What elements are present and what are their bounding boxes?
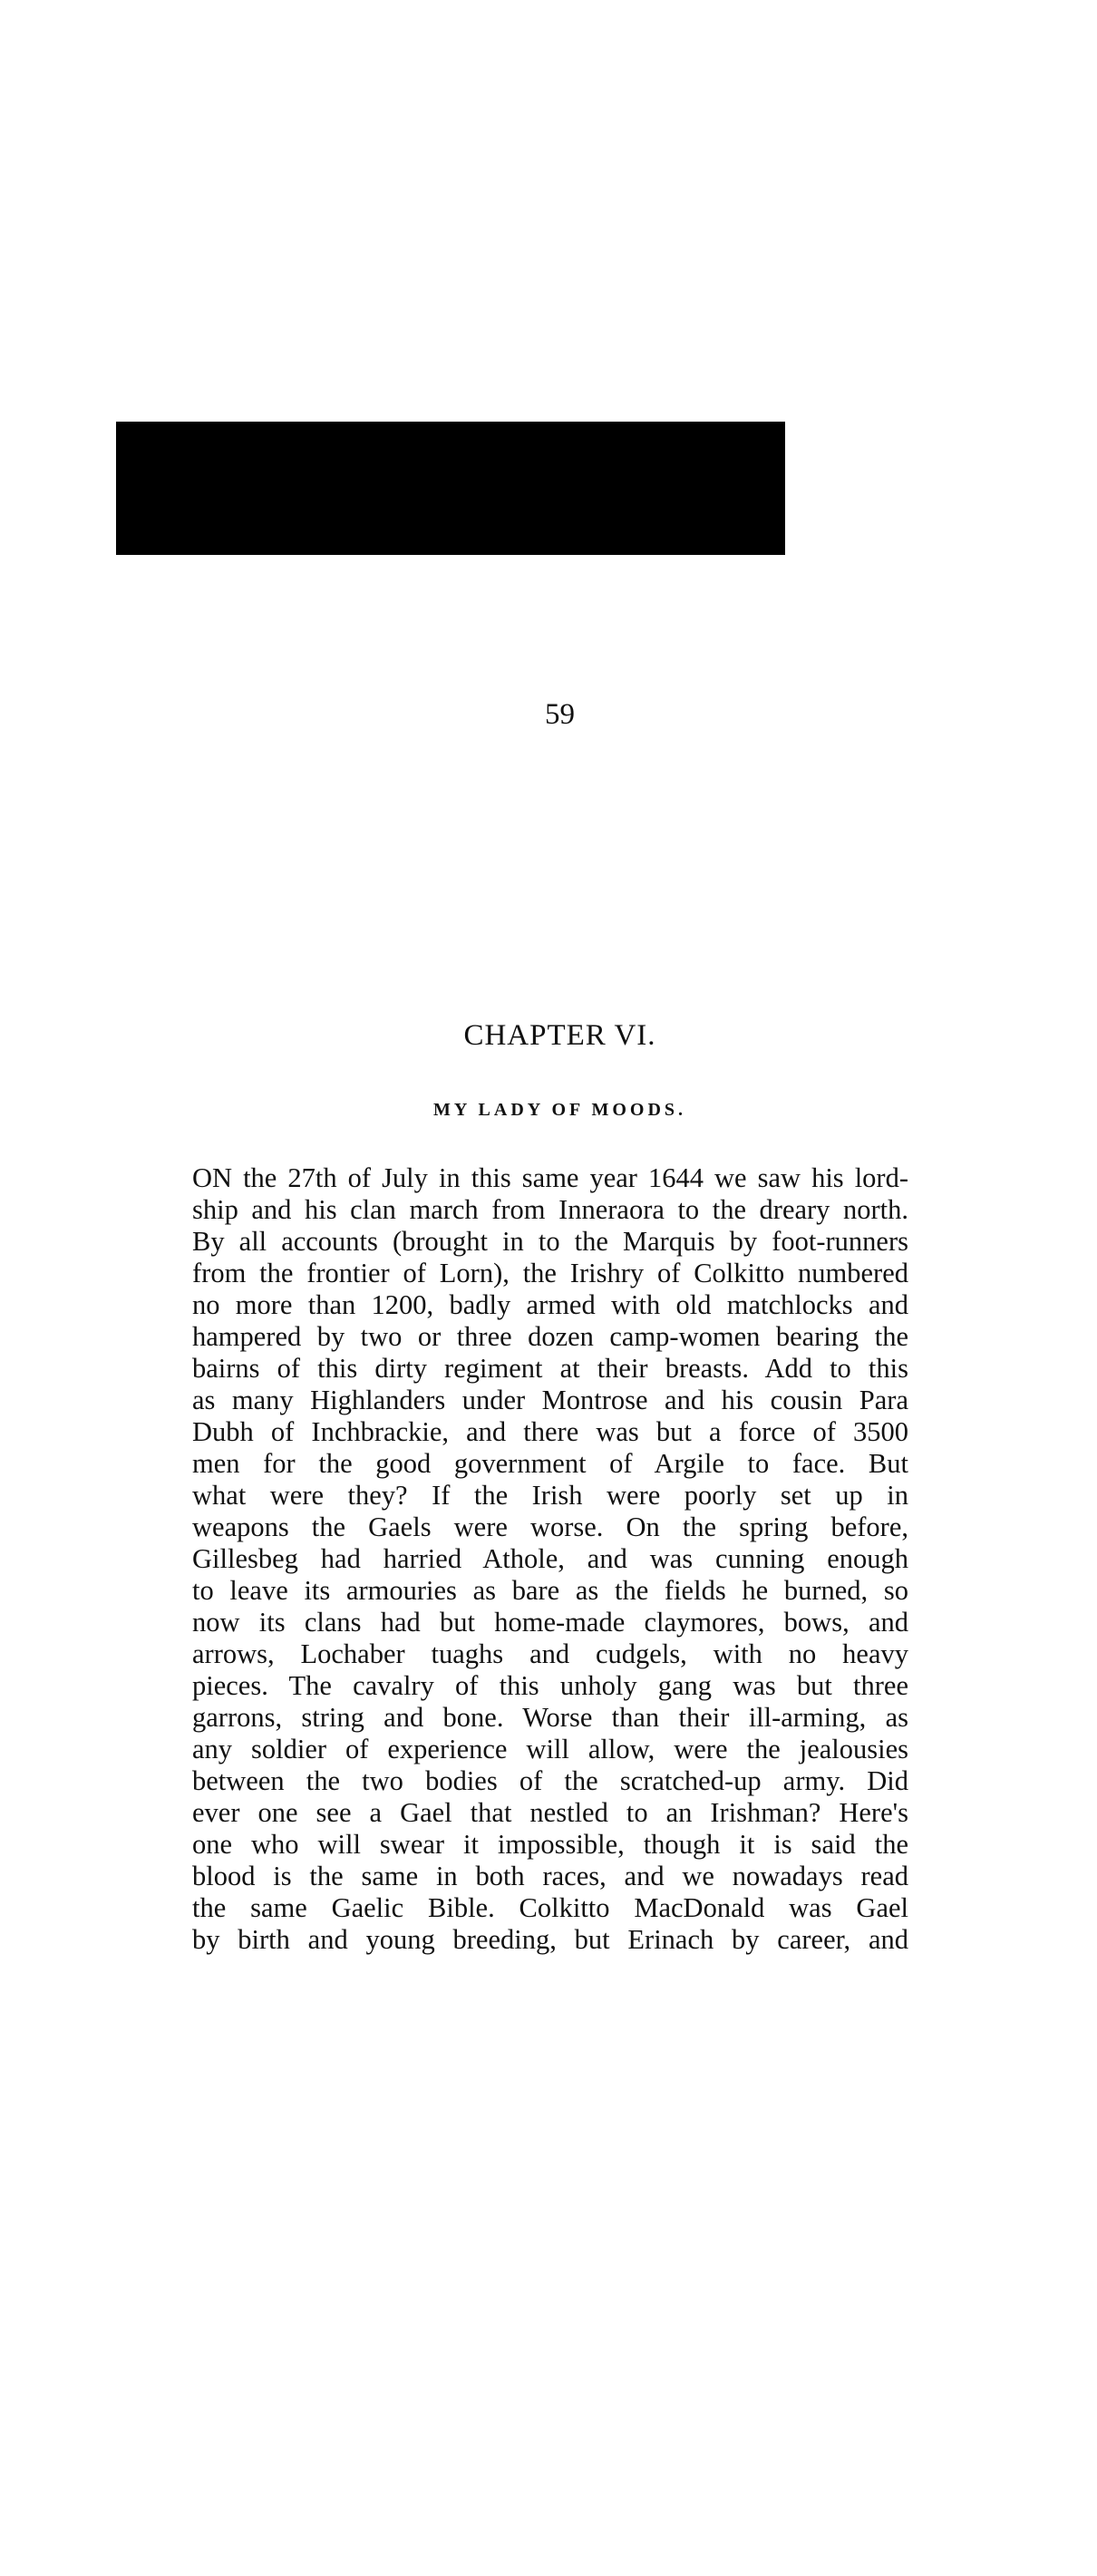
text-line: to leave its armouries as bare as the fields he burned, so (192, 1575, 908, 1606)
text-line: weapons the Gaels were worse. On the spring before, (192, 1512, 908, 1542)
text-line: any soldier of experience will allow, were the jealousies (192, 1734, 908, 1764)
text-line: ship and his clan march from Inneraora to the dreary north. (192, 1194, 908, 1225)
text-line: by birth and young breeding, but Erinach by career, and (192, 1924, 908, 1955)
text-line: from the frontier of Lorn), the Irishry of Colkitto numbered (192, 1258, 908, 1288)
text-line: one who will swear it impossible, though it is said the (192, 1829, 908, 1860)
chapter-title: CHAPTER VI. (463, 1019, 656, 1052)
text-line: hampered by two or three dozen camp-women bearing the (192, 1321, 908, 1352)
text-line: pieces. The cavalry of this unholy gang was but three (192, 1670, 908, 1701)
redaction-bar (116, 422, 785, 555)
text-line: men for the good government of Argile to face. But (192, 1448, 908, 1479)
text-line: blood is the same in both races, and we nowadays read (192, 1861, 908, 1891)
chapter-subtitle: MY LADY OF MOODS. (432, 1100, 687, 1120)
text-line: what were they? If the Irish were poorly set up in (192, 1480, 908, 1511)
text-line: arrows, Lochaber tuaghs and cudgels, with no heavy (192, 1638, 908, 1669)
page-number: 59 (545, 698, 575, 731)
text-line: ON the 27th of July in this same year 1644 we saw his lord- (192, 1162, 908, 1193)
text-line: Gillesbeg had harried Athole, and was cunning enough (192, 1543, 908, 1574)
text-line: between the two bodies of the scratched-up army. Did (192, 1765, 908, 1796)
text-line: now its clans had but home-made claymores, bows, and (192, 1607, 908, 1638)
text-line: bairns of this dirty regiment at their breasts. Add to this (192, 1353, 908, 1384)
text-line: ever one see a Gael that nestled to an Irishman? Here's (192, 1797, 908, 1828)
text-line: as many Highlanders under Montrose and his cousin Para (192, 1385, 908, 1415)
text-line: no more than 1200, badly armed with old matchlocks and (192, 1289, 908, 1320)
text-line: Dubh of Inchbrackie, and there was but a force of 3500 (192, 1416, 908, 1447)
text-line: garrons, string and bone. Worse than their ill-arming, as (192, 1702, 908, 1733)
text-line: the same Gaelic Bible. Colkitto MacDonald was Gael (192, 1892, 908, 1923)
body-text (192, 1162, 908, 1956)
text-line: By all accounts (brought in to the Marquis by foot-runners (192, 1226, 908, 1257)
